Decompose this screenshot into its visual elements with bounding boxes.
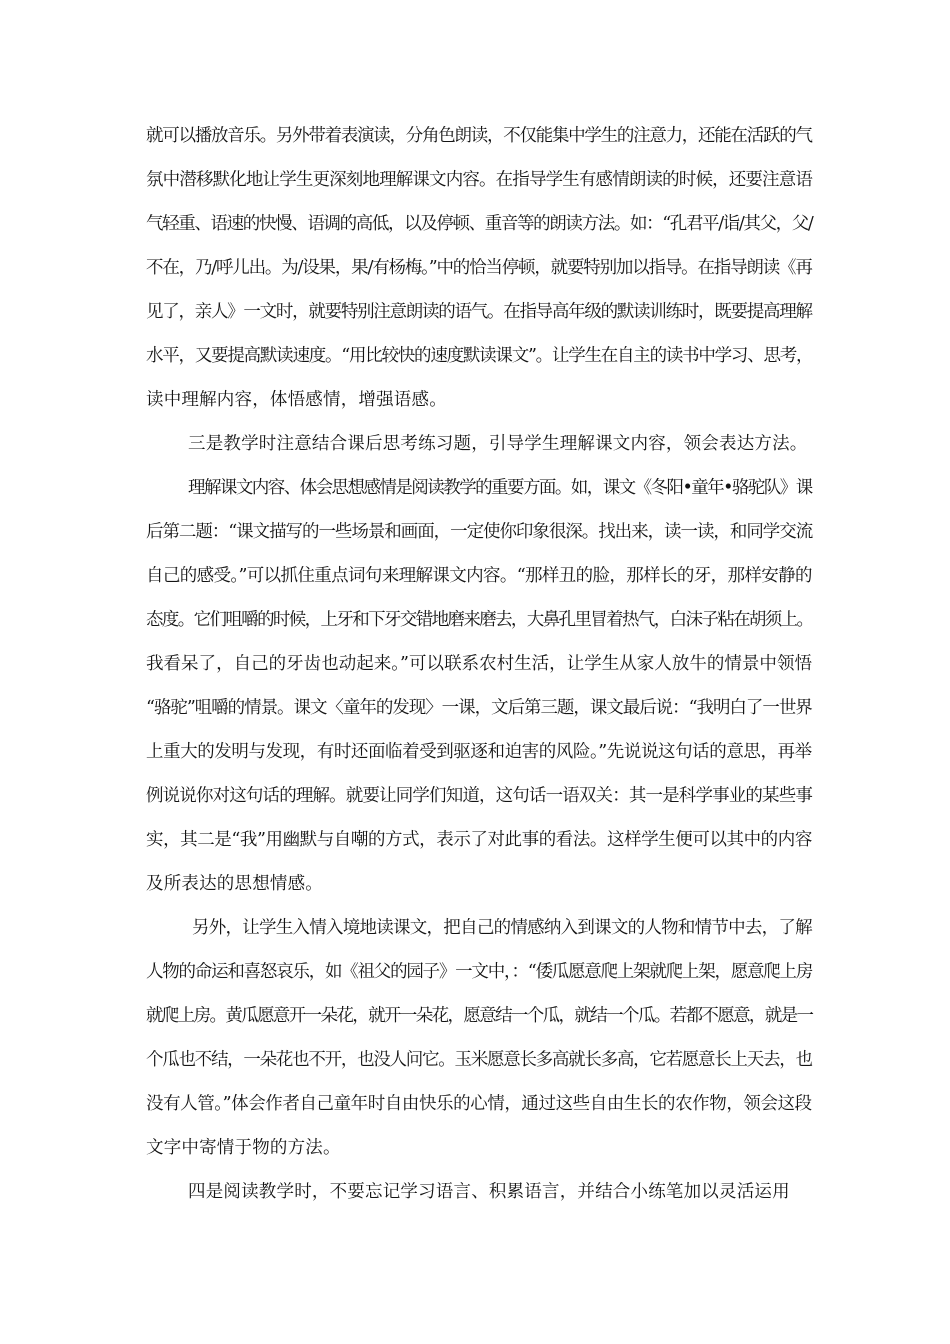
text-line-23: 没有人管。”体会作者自己童年时自由快乐的心情，通过这些自由生长的农作物，领会这段 [146, 1094, 812, 1114]
text-line-16: 例说说你对这句话的理解。就要让同学们知道，这句话一语双关：其一是科学事业的某些事 [146, 786, 812, 806]
text-line-5: 见了，亲人》一文时，就要特别注意朗读的语气。在指导高年级的默读训练时，既要提高理解 [146, 302, 812, 322]
text-line-7: 读中理解内容，体悟感情，增强语感。 [146, 390, 447, 410]
text-line-3: 气轻重、语速的快慢、语调的高低，以及停顿、重音等的朗读方法。如：“孔君平/诣/其父，父/ [146, 214, 813, 234]
text-line-12: 态度。它们咀嚼的时候，上牙和下牙交错地磨来磨去，大鼻孔里冒着热气，白沫子粘在胡须上。 [146, 610, 813, 630]
text-line-13: 我看呆了，自己的牙齿也动起来。”可以联系农村生活，让学生从家人放牛的情景中领悟 [146, 654, 812, 674]
text-line-20: 人物的命运和喜怒哀乐，如《祖父的园子》一文中，：“倭瓜愿意爬上架就爬上架，愿意爬上房 [146, 962, 813, 982]
text-line-9: 理解课文内容、体会思想感情是阅读教学的重要方面。如，课文《冬阳•童年•骆驼队》课 [188, 478, 812, 498]
text-line-22: 个瓜也不结，一朵花也不开，也没人问它。玉米愿意长多高就长多高，它若愿意长上天去，也 [146, 1050, 812, 1070]
text-line-18: 及所表达的思想情感。 [146, 874, 323, 894]
text-line-21: 就爬上房。黄瓜愿意开一朵花，就开一朵花，愿意结一个瓜，就结一个瓜。若都不愿意，就是一 [146, 1006, 813, 1026]
paragraph-heading-3: 三是教学时注意结合课后思考练习题，引导学生理解课文内容，领会表达方法。 [188, 434, 808, 454]
text-line-14: “骆驼”咀嚼的情景。课文〈童年的发现〉一课，文后第三题，课文最后说：“我明白了一世界 [146, 698, 812, 718]
text-line-6: 水平，又要提高默读速度。“用比较快的速度默读课文”。让学生在自主的读书中学习、思考， [146, 346, 813, 366]
text-line-24: 文字中寄情于物的方法。 [146, 1138, 341, 1158]
text-line-19: 另外，让学生入情入境地读课文，把自己的情感纳入到课文的人物和情节中去，了解 [192, 918, 812, 938]
paragraph-heading-4: 四是阅读教学时，不要忘记学习语言、积累语言，并结合小练笔加以灵活运用 [188, 1182, 790, 1202]
text-line-10: 后第二题：“课文描写的一些场景和画面，一定使你印象很深。找出来，读一读，和同学交流 [146, 522, 813, 542]
text-line-1: 就可以播放音乐。另外带着表演读，分角色朗读，不仅能集中学生的注意力，还能在活跃的气 [146, 126, 812, 146]
text-line-17: 实，其二是“我”用幽默与自嘲的方式，表示了对此事的看法。这样学生便可以其中的内容 [146, 830, 812, 850]
text-line-15: 上重大的发明与发现，有时还面临着受到驱逐和迫害的风险。”先说说这句话的意思，再举 [146, 742, 812, 762]
text-line-11: 自己的感受。”可以抓住重点词句来理解课文内容。“那样丑的脸，那样长的牙，那样安静的 [146, 566, 812, 586]
text-line-4: 不在，乃/呼儿出。为/设果，果/有杨梅。”中的恰当停顿，就要特别加以指导。在指导朗读《再 [146, 258, 812, 278]
text-line-2: 氛中潜移默化地让学生更深刻地理解课文内容。在指导学生有感情朗读的时候，还要注意语 [146, 170, 812, 190]
